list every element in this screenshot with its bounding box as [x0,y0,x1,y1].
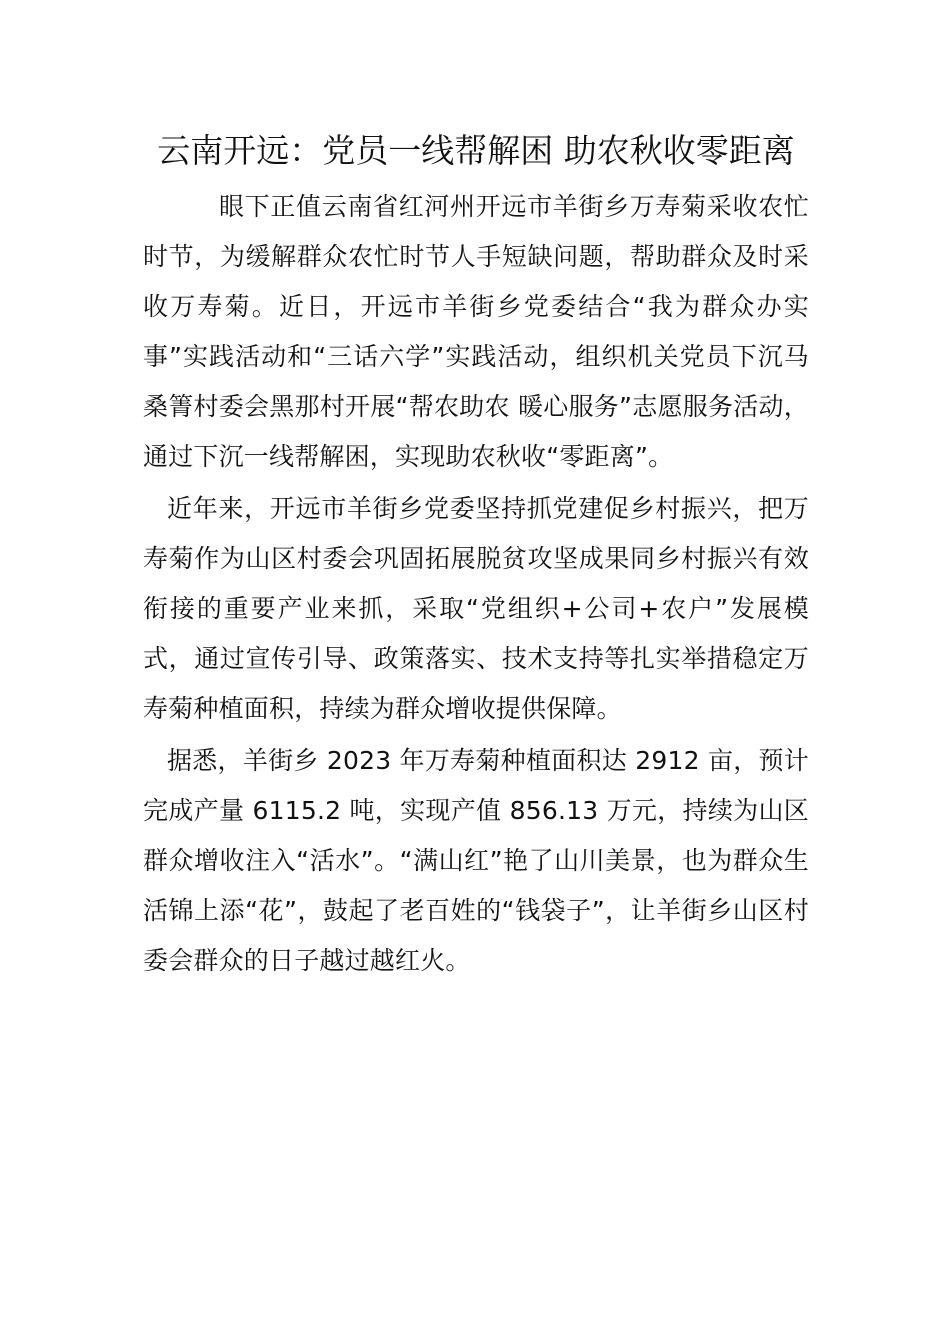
paragraph-statistics: 据悉，羊街乡 2023 年万寿菊种植面积达 2912 亩，预计完成产量 6115.2 吨，实现产值 856.13 万元，持续为山区群众增收注入“活水”。“满山红”艳了山川美景，也为群众生活锦上添“花”，鼓起了老百姓的“钱袋子”，让羊街乡山区村委会群众的日子越过越红火。 [143,746,809,975]
document-page [143,128,809,988]
paragraph-background: 近年来，开远市羊街乡党委坚持抓党建促乡村振兴，把万寿菊作为山区村委会巩固拓展脱贫攻坚成果同乡村振兴有效衔接的重要产业来抓，采取“党组织+公司+农户”发展模式，通过宣传引导、政策落实、技术支持等扎实举措稳定万寿菊种植面积，持续为群众增收提供保障。 [143,494,809,723]
paragraph-intro: 眼下正值云南省红河州开远市羊街乡万寿菊采收农忙时节，为缓解群众农忙时节人手短缺问题，帮助群众及时采收万寿菊。近日，开远市羊街乡党委结合“我为群众办实事”实践活动和“三话六学”实践活动，组织机关党员下沉马桑箐村委会黑那村开展“帮农助农 暖心服务”志愿服务活动，通过下沉一线帮解困，实现助农秋收“零距离”。 [143,192,809,471]
document-title: 云南开远：党员一线帮解困 助农秋收零距离 [157,131,795,170]
